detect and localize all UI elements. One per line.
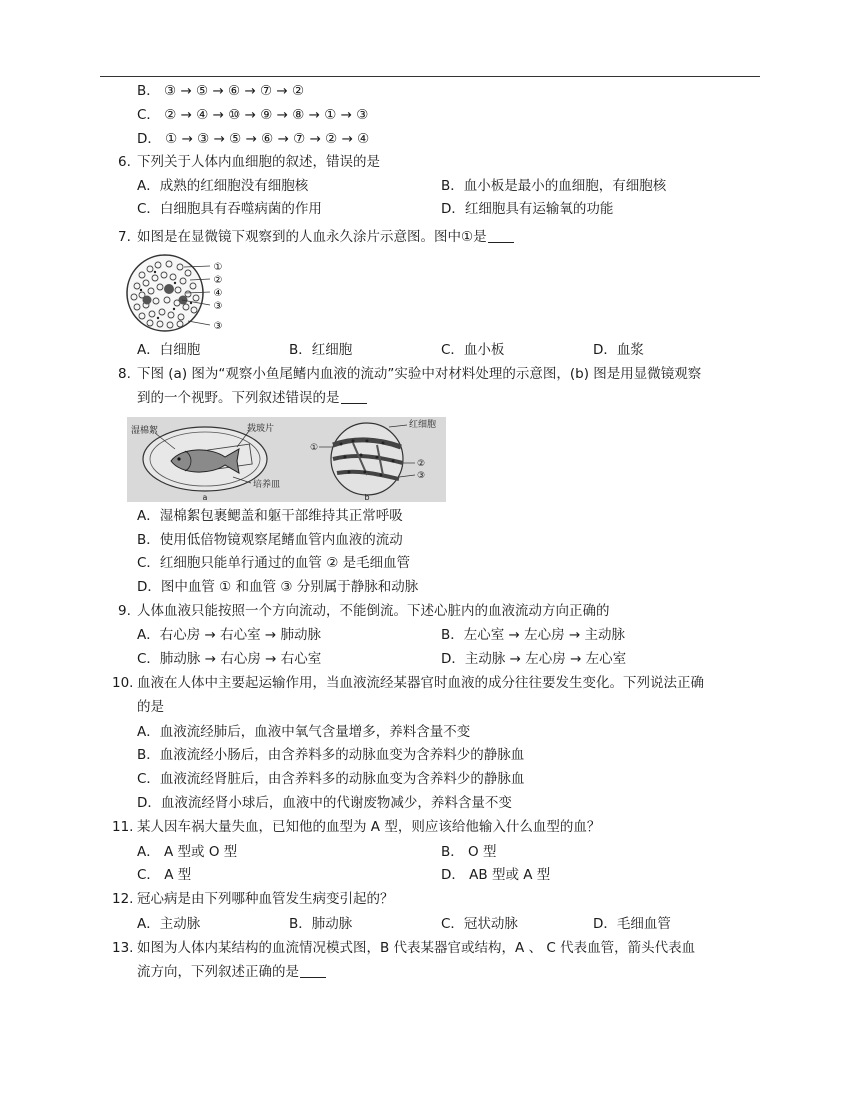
q7-figure-label: ③ — [213, 301, 223, 312]
q7-figure-label: ① — [213, 262, 223, 273]
q10-number: 10. — [112, 675, 134, 691]
q6-option-b: B．血小板是最小的血细胞，有细胞核 — [441, 178, 667, 194]
q12-option-c: C．冠状动脉 — [441, 916, 518, 932]
q9-stem: 人体血液只能按照一个方向流动，不能倒流。下述心脏内的血液流动方向正确的 — [137, 603, 610, 619]
q8-option-b: B．使用低倍物镜观察尾鳍血管内血液的流动 — [137, 532, 403, 548]
q7-figure-label: ④ — [213, 288, 223, 299]
q8-stem-line2-wrap — [137, 389, 367, 407]
q10-option-c: C．血液流经肾脏后，由含养料多的动脉血变为含养料少的静脉血 — [137, 771, 525, 787]
label-wet-cotton: 湿棉絮 — [131, 426, 159, 436]
q6-option-d: D．红细胞具有运输氧的功能 — [441, 201, 614, 217]
q8-stem-line1: 下图 (a) 图为“观察小鱼尾鳍内血液的流动”实验中对材料处理的示意图，(b) 图是用显微镜观察 — [137, 366, 702, 382]
q7-stem-line — [137, 228, 514, 246]
q6-number: 6. — [118, 154, 131, 170]
q10-stem-line2: 的是 — [137, 699, 164, 715]
q10-option-a: A．血液流经肺后，血液中氧气含量增多，养料含量不变 — [137, 724, 471, 740]
q8-number: 8. — [118, 366, 131, 382]
label-b: b — [364, 493, 370, 502]
q12-option-b: B．肺动脉 — [289, 916, 353, 932]
q7-option-a: A．白细胞 — [137, 342, 201, 358]
q8-option-a: A．湿棉絮包裹鳃盖和躯干部维持其正常呼吸 — [137, 508, 403, 524]
q9-number: 9. — [118, 603, 131, 619]
q12-number: 12. — [112, 891, 134, 907]
q13-stem-line1: 如图为人体内某结构的血流情况模式图，B 代表某器官或结构，A 、 C 代表血管，箭头代表血 — [137, 940, 696, 956]
q9-option-c: C．肺动脉 → 右心房 → 右心室 — [137, 651, 322, 667]
q7-stem: 如图是在显微镜下观察到的人血永久涂片示意图。图中①是 — [137, 229, 487, 245]
q6-option-a: A．成熟的红细胞没有细胞核 — [137, 178, 309, 194]
q11-number: 11. — [112, 819, 134, 835]
q7-option-d: D．血浆 — [593, 342, 644, 358]
q13-stem-line2-wrap — [137, 963, 326, 981]
label-petri-dish: 培养皿 — [253, 480, 281, 490]
q7-figure-label: ② — [213, 275, 223, 286]
q7-option-b: B．红细胞 — [289, 342, 353, 358]
q7-option-c: C．血小板 — [441, 342, 505, 358]
label-vessel-3: ③ — [417, 471, 426, 481]
q11-option-a: A． A 型或 O 型 — [137, 844, 238, 860]
blood-smear-figure — [122, 253, 237, 335]
q7-number: 7. — [118, 229, 131, 245]
q11-option-c: C． A 型 — [137, 867, 192, 883]
q9-option-b: B．左心室 → 左心房 → 主动脉 — [441, 627, 626, 643]
fish-experiment-figure — [127, 417, 446, 502]
q7-figure-label: ③ — [213, 321, 223, 332]
q10-stem-line1: 血液在人体中主要起运输作用，当血液流经某器官时血液的成分往往要发生变化。下列说法正确 — [137, 675, 704, 691]
label-vessel-2: ② — [417, 459, 426, 469]
q8-option-c: C．红细胞只能单行通过的血管 ② 是毛细血管 — [137, 555, 411, 571]
q12-stem: 冠心病是由下列哪种血管发生病变引起的？ — [137, 891, 394, 907]
q5-option-b: B． ③ → ⑤ → ⑥ → ⑦ → ② — [137, 83, 305, 99]
q8-option-d: D．图中血管 ① 和血管 ③ 分别属于静脉和动脉 — [137, 579, 419, 595]
q11-stem: 某人因车祸大量失血，已知他的血型为 A 型，则应该给他输入什么血型的血？ — [137, 819, 601, 835]
q12-option-d: D．毛细血管 — [593, 916, 671, 932]
label-red-blood-cell: 红细胞 — [409, 420, 437, 430]
q13-stem-line2: 流方向，下列叙述正确的是 — [137, 964, 299, 980]
q8-stem-line2: 到的一个视野。下列叙述错误的是 — [137, 390, 340, 406]
q5-option-c: C． ② → ④ → ⑩ → ⑨ → ⑧ → ① → ③ — [137, 107, 369, 123]
q9-option-d: D．主动脉 → 左心房 → 左心室 — [441, 651, 627, 667]
q12-option-a: A．主动脉 — [137, 916, 201, 932]
answer-blank — [300, 963, 326, 978]
q13-number: 13. — [112, 940, 134, 956]
q6-option-c: C．白细胞具有吞噬病菌的作用 — [137, 201, 322, 217]
q6-stem: 下列关于人体内血细胞的叙述，错误的是 — [137, 154, 380, 170]
label-a: a — [202, 493, 208, 502]
label-vessel-1: ① — [310, 443, 319, 453]
header-rule — [100, 76, 760, 77]
label-slide: 载玻片 — [247, 424, 275, 434]
answer-blank — [488, 228, 514, 243]
answer-blank — [341, 389, 367, 404]
q11-option-d: D． AB 型或 A 型 — [441, 867, 551, 883]
q9-option-a: A．右心房 → 右心室 → 肺动脉 — [137, 627, 322, 643]
q10-option-b: B．血液流经小肠后，由含养料多的动脉血变为含养料少的静脉血 — [137, 747, 525, 763]
q5-option-d: D． ① → ③ → ⑤ → ⑥ → ⑦ → ② → ④ — [137, 131, 370, 147]
q11-option-b: B． O 型 — [441, 844, 497, 860]
q10-option-d: D．血液流经肾小球后，血液中的代谢废物减少，养料含量不变 — [137, 795, 512, 811]
